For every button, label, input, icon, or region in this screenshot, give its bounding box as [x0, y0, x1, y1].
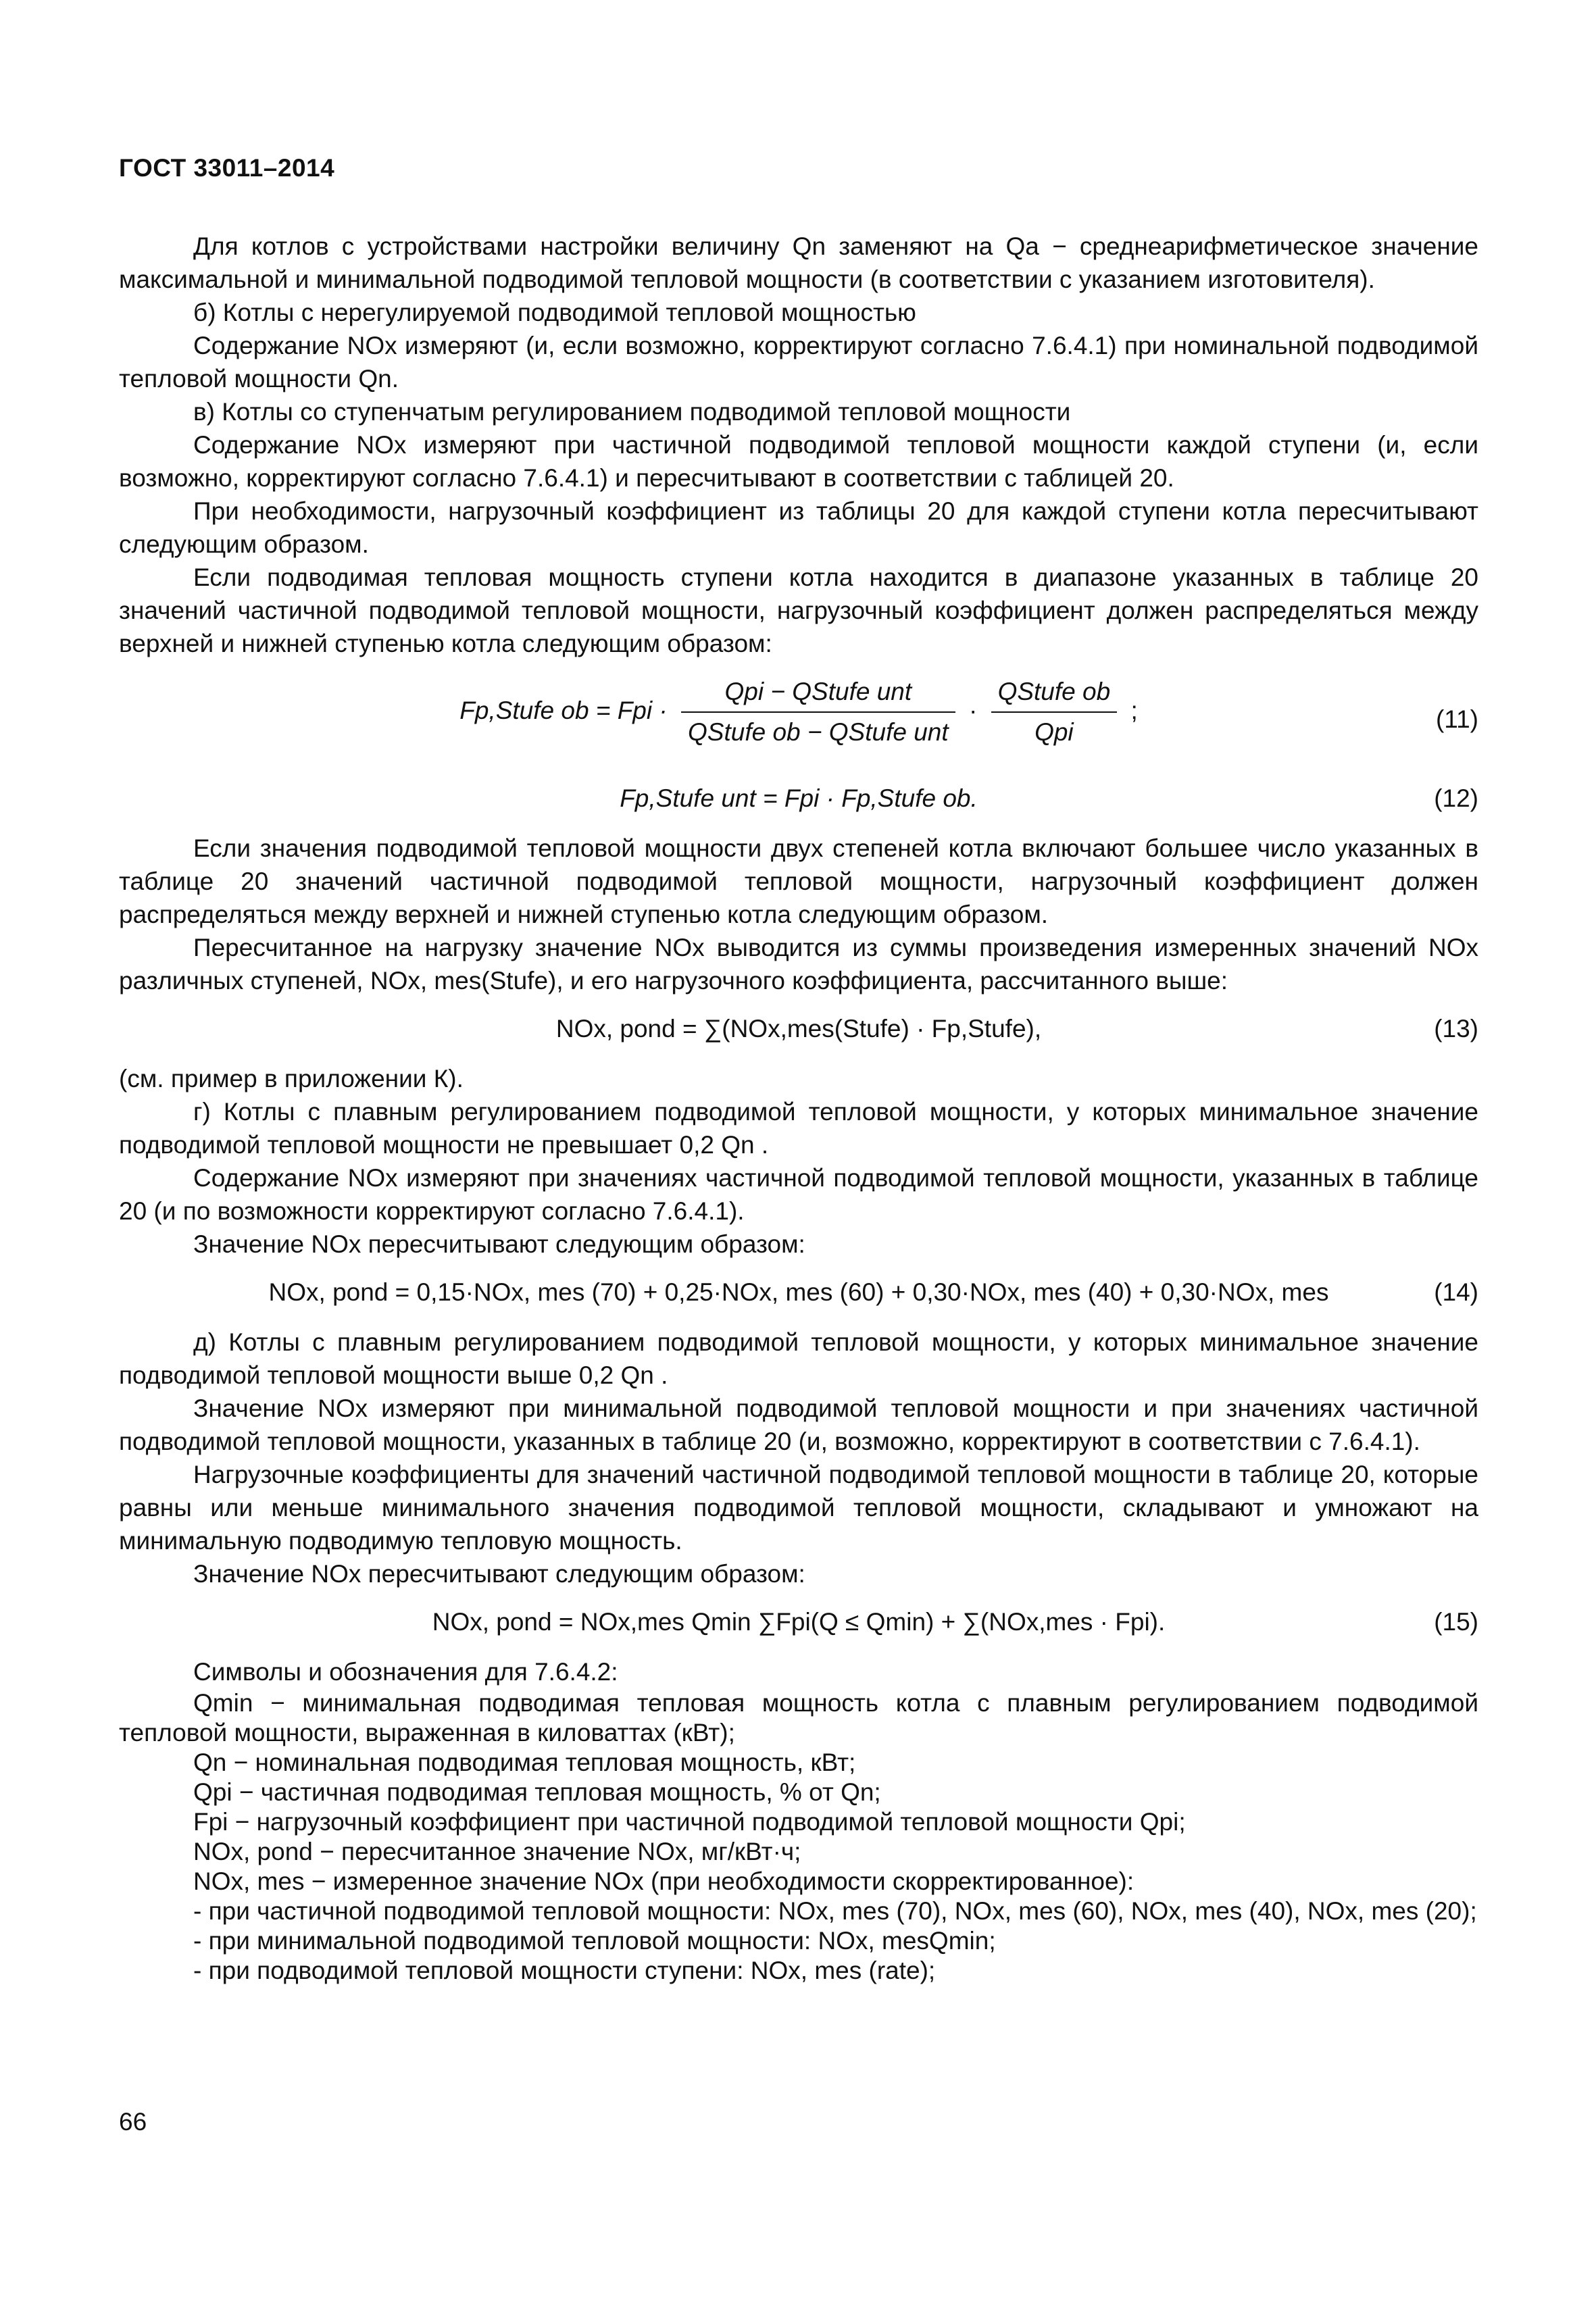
page-number: 66: [119, 2108, 147, 2136]
equation-13: [119, 1003, 1478, 1057]
equation-11: [119, 665, 1478, 767]
equation-14-expression: NOx, pond = 0,15·NOx, mes (70) + 0,25·NOx, mes (60) + 0,30·NOx, mes (40) + 0,30·NOx, mes: [268, 1278, 1329, 1306]
equation-number: (14): [1434, 1278, 1478, 1306]
symbol-definition: NOx, mes − измеренное значение NOx (при необходимости скорректированное):: [193, 1867, 1134, 1895]
paragraph: Значение NOx пересчитывают следующим образом:: [193, 1230, 805, 1258]
equation-12-expression: Fp,Stufe unt = Fpi · Fp,Stufe ob.: [620, 784, 978, 812]
paragraph: Для котлов с устройствами настройки величину Qn заменяют на Qa − среднеарифметическое значение максимальной и минимальной подводимой тепловой мощности (в соответствии с указанием изготовителя).: [119, 232, 1478, 293]
paragraph: в) Котлы со ступенчатым регулированием подводимой тепловой мощности: [193, 398, 1071, 426]
symbol-definition: Qpi − частичная подводимая тепловая мощность, % от Qn;: [193, 1778, 881, 1806]
paragraph: Значение NOx пересчитывают следующим образом:: [193, 1560, 805, 1588]
equation-number: (11): [1435, 705, 1478, 733]
paragraph: Содержание NOx измеряют (и, если возможно, корректируют согласно 7.6.4.1) при номинальной подводимой тепловой мощности Qn.: [119, 332, 1478, 393]
symbol-definition: Qn − номинальная подводимая тепловая мощность, кВт;: [193, 1749, 856, 1776]
paragraph: б) Котлы с нерегулируемой подводимой тепловой мощностью: [193, 299, 916, 326]
equation-number: (15): [1434, 1608, 1478, 1636]
paragraph: (см. пример в приложении К).: [119, 1065, 464, 1092]
symbol-definition: Fpi − нагрузочный коэффициент при частичной подводимой тепловой мощности Qpi;: [193, 1808, 1186, 1836]
equation-11-expression: Fp,Stufe ob = Fpi · $\frac{\text{Qpi − QStufe unt}}{\text{QStufe ob − QStufe unt}}$ · $\frac{\text{QStufe ob}}{\text{Qpi}}$ ;: [119, 672, 1478, 752]
paragraph: Значение NOx измеряют при минимальной подводимой тепловой мощности и при значениях частичной подводимой тепловой мощности, указанных в таблице 20 (и, возможно, корректируют в соответствии с 7.6.4.1).: [119, 1394, 1478, 1455]
symbol-definition: NOx, pond − пересчитанное значение NOx, мг/кВт·ч;: [193, 1838, 801, 1865]
paragraph: Символы и обозначения для 7.6.4.2:: [193, 1658, 618, 1686]
document-code-header: ГОСТ 33011–2014: [119, 154, 335, 182]
paragraph: д) Котлы с плавным регулированием подводимой тепловой мощности, у которых минимальное значение подводимой тепловой мощности выше 0,2 Qn .: [119, 1328, 1478, 1389]
equation-13-expression: NOx, pond = ∑(NOx,mes(Stufe) · Fp,Stufe),: [555, 1015, 1042, 1042]
paragraph: Если значения подводимой тепловой мощности двух степеней котла включают большее число указанных в таблице 20 значений частичной подводимой тепловой мощности, нагрузочный коэффициент должен распределяться между верхней и нижней ступенью котла следующим образом.: [119, 834, 1478, 928]
paragraph: Содержание NOx измеряют при значениях частичной подводимой тепловой мощности, указанных в таблице 20 (и по возможности корректируют согласно 7.6.4.1).: [119, 1164, 1478, 1225]
document-body: [119, 230, 1478, 1986]
paragraph: г) Котлы с плавным регулированием подводимой тепловой мощности, у которых минимальное значение подводимой тепловой мощности не превышает 0,2 Qn .: [119, 1098, 1478, 1159]
symbol-definition: Qmin − минимальная подводимая тепловая мощность котла с плавным регулированием подводимой тепловой мощности, выраженная в киловаттах (кВт);: [119, 1689, 1478, 1746]
fraction: $\frac{\text{QStufe ob}}{\text{Qpi}}$: [991, 672, 1118, 752]
paragraph: Пересчитанное на нагрузку значение NOx выводится из суммы произведения измеренных значений NOx различных ступеней, NOx, mes(Stufe), и его нагрузочного коэффициента, рассчитанного выше:: [119, 934, 1478, 995]
paragraph: Содержание NOx измеряют при частичной подводимой тепловой мощности каждой ступени (и, если возможно, корректируют согласно 7.6.4.1) и пересчитывают в соответствии с таблицей 20.: [119, 431, 1478, 492]
equation-number: (12): [1434, 784, 1478, 812]
symbol-definition: - при минимальной подводимой тепловой мощности: NOx, mesQmin;: [193, 1927, 996, 1955]
paragraph: Нагрузочные коэффициенты для значений частичной подводимой тепловой мощности в таблице 20, которые равны или меньше минимального значения подводимой тепловой мощности, складывают и умножают на минимальную подводимую тепловую мощность.: [119, 1461, 1478, 1555]
symbol-definition: - при частичной подводимой тепловой мощности: NOx, mes (70), NOx, mes (60), NOx, mes (40), NOx, mes (20);: [193, 1897, 1477, 1925]
paragraph: Если подводимая тепловая мощность ступени котла находится в диапазоне указанных в таблице 20 значений частичной подводимой тепловой мощности, нагрузочный коэффициент должен распределяться между верхней и нижней ступенью котла следующим образом:: [119, 563, 1478, 657]
fraction: $\frac{\text{Qpi − QStufe unt}}{\text{QStufe ob − QStufe unt}}$: [681, 672, 955, 752]
symbol-definition: - при подводимой тепловой мощности ступени: NOx, mes (rate);: [193, 1957, 936, 1984]
equation-15: [119, 1596, 1478, 1650]
equation-number: (13): [1434, 1015, 1478, 1042]
equation-15-expression: NOx, pond = NOx,mes Qmin ∑Fpi(Q ≤ Qmin) + ∑(NOx,mes · Fpi).: [432, 1608, 1166, 1636]
paragraph: При необходимости, нагрузочный коэффициент из таблицы 20 для каждой ступени котла пересчитывают следующим образом.: [119, 497, 1478, 558]
equation-14: [119, 1266, 1478, 1320]
equation-12: [119, 772, 1478, 826]
